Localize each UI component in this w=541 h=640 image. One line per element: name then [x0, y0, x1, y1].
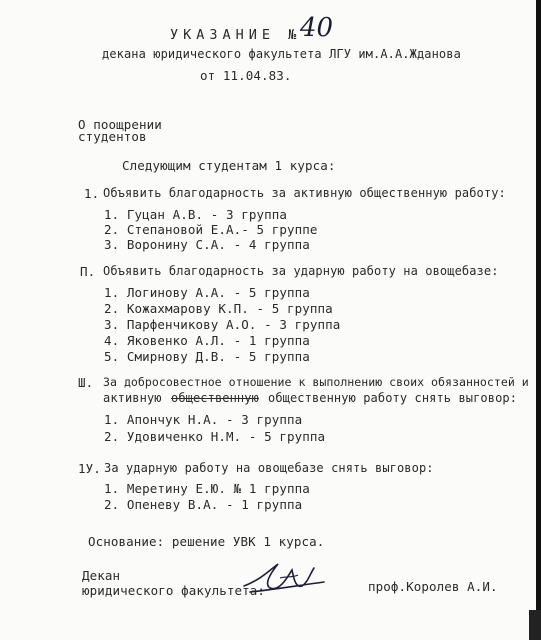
signatory-role-line2: юридического факультета:: [82, 583, 266, 598]
section-heading: За добросовестное отношение к выполнению своих обязанностей и: [103, 375, 529, 389]
intro-line: Следующим студентам 1 курса:: [122, 158, 336, 173]
section-number: 1У.: [78, 461, 101, 476]
scan-edge: [536, 0, 541, 640]
list-item: 1. Апончук Н.А. - 3 группа: [104, 412, 303, 427]
list-item: 1. Логинову А.А. - 5 группа: [104, 285, 310, 300]
document-subtitle: декана юридического факультета ЛГУ им.А.А.Жданова: [102, 47, 461, 61]
document-title: УКАЗАНИЕ №: [170, 27, 302, 43]
basis-line: Основание: решение УВК 1 курса.: [88, 534, 325, 549]
subject-line1: О поощрении: [78, 117, 162, 132]
list-item: 4. Яковенко А.Л. - 1 группа: [104, 333, 310, 348]
section-heading-cont-a: активную: [103, 391, 162, 405]
list-item: 2. Кожахмарову К.П. - 5 группа: [104, 301, 333, 316]
section-number: 1.: [84, 186, 100, 201]
section-number: П.: [80, 264, 96, 279]
list-item: 3. Парфенчикову А.О. - 3 группа: [104, 317, 341, 332]
signatory-name: проф.Королев А.И.: [368, 579, 498, 594]
list-item: 2. Удовиченко Н.М. - 5 группа: [104, 429, 326, 444]
section-heading: За ударную работу на овощебазе снять выговор:: [104, 461, 434, 475]
section-heading: Объявить благодарность за активную общественную работу:: [103, 186, 506, 200]
subject-line2: студентов: [78, 129, 147, 144]
document-date: от 11.04.83.: [200, 68, 292, 83]
list-item: 5. Смирнову Д.В. - 5 группа: [104, 349, 310, 364]
signatory-role-line1: Декан: [82, 568, 121, 583]
scan-corner: [529, 610, 541, 640]
handwritten-signature: [240, 556, 330, 598]
section-heading: Объявить благодарность за ударную работу на овощебазе:: [103, 264, 499, 278]
list-item: 1. Меретину Е.Ю. № 1 группа: [104, 481, 310, 496]
list-item: 2. Степановой Е.А.- 5 группе: [104, 222, 318, 237]
list-item: 1. Гуцан А.В. - 3 группа: [104, 207, 288, 222]
struck-text: общественную: [171, 391, 259, 405]
list-item: 2. Опеневу В.А. - 1 группа: [104, 497, 303, 512]
section-number: Ш.: [78, 375, 94, 390]
section-heading-cont-b: общественную работу снять выговор:: [268, 391, 518, 405]
order-number: 40: [300, 13, 334, 43]
list-item: 3. Воронину С.А. - 4 группа: [104, 237, 310, 252]
